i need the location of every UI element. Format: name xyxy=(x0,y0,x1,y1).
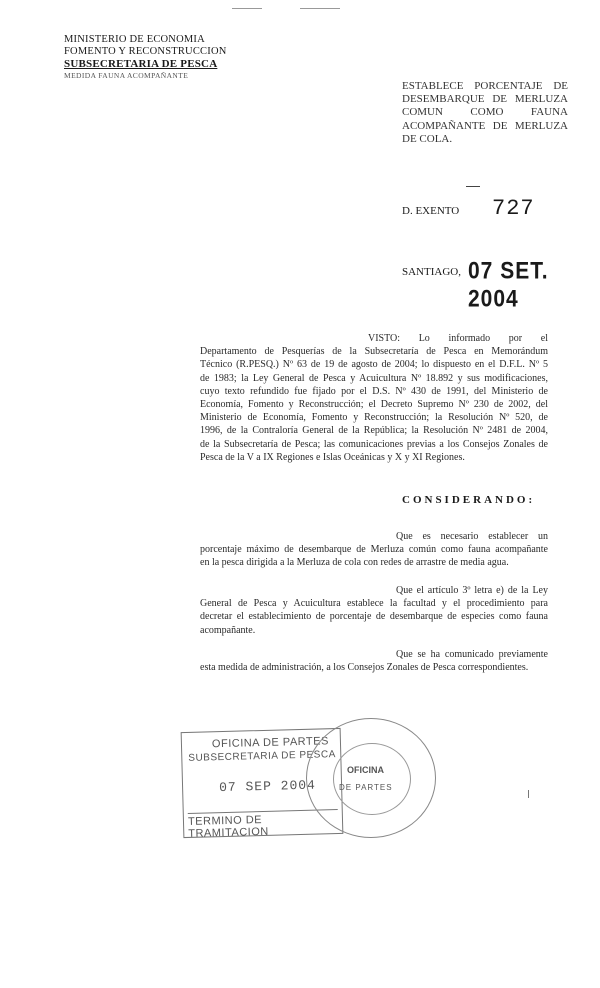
paragraph-line: VISTO: Lo informado por el xyxy=(368,333,548,344)
considerando-paragraph-2 xyxy=(200,584,548,637)
divider xyxy=(466,186,480,187)
paragraph-line: cuyo texto refundido fue fijado por el D.S. Nº 430 de 1991, del Ministerio de xyxy=(200,385,548,397)
paragraph-line: acompañante. xyxy=(200,624,256,636)
visto-paragraph xyxy=(200,332,548,464)
paragraph-line: General de Pesca y Acuicultura establece la facultad y el procedimiento para xyxy=(200,598,548,610)
scan-mark xyxy=(528,790,529,798)
considerando-paragraph-3 xyxy=(200,648,548,674)
place-label: SANTIAGO, xyxy=(402,266,461,278)
subject-line: ACOMPAÑANTE DE MERLUZA xyxy=(402,119,568,132)
paragraph-line: Técnico (R.PESQ.) Nº 63 de 19 de agosto de 2004; lo dispuesto en el D.F.L. Nº 5 xyxy=(200,359,548,371)
subsecretaria-name: SUBSECRETARIA DE PESCA xyxy=(64,58,218,70)
paragraph-line: Que es necesario establecer un xyxy=(396,531,548,542)
scan-speck xyxy=(232,8,262,9)
paragraph-line: Pesca de la V a IX Regiones e Islas Oceánicas y X y XI Regiones. xyxy=(200,451,465,463)
decree-number: 727 xyxy=(492,196,535,221)
considerando-paragraph-1 xyxy=(200,530,548,570)
paragraph-line: 1996, de la Contraloría General de la República; la Resolución Nº 2481 de 2004, xyxy=(200,425,548,437)
ministry-subname: FOMENTO Y RECONSTRUCCION xyxy=(64,46,227,57)
scan-speck xyxy=(300,8,340,9)
decree-label: D. EXENTO xyxy=(402,205,460,217)
measure-tag: MEDIDA FAUNA ACOMPAÑANTE xyxy=(64,71,189,80)
paragraph-line: esta medida de administración, a los Consejos Zonales de Pesca correspondientes. xyxy=(200,662,529,674)
seal-text: DE PARTES xyxy=(339,783,393,792)
stamp-date: 07 SEP 2004 xyxy=(218,777,317,796)
paragraph-line: de 1983; la Ley General de Pesca y Acuicultura Nº 18.892 y sus modificaciones, xyxy=(200,372,548,384)
ministry-name: MINISTERIO DE ECONOMIA xyxy=(64,34,205,45)
paragraph-line: Ministerio de Economía, Fomento y Reconstrucción; la Resolución Nº 520, de xyxy=(200,412,548,424)
seal-text: OFICINA xyxy=(347,765,384,775)
stamp-line: SUBSECRETARIA DE PESCA xyxy=(188,749,336,764)
stamp-line: OFICINA DE PARTES xyxy=(211,735,329,751)
subject-line: DE COLA. xyxy=(402,132,453,145)
considerando-heading: CONSIDERANDO: xyxy=(402,494,536,506)
paragraph-line: Que se ha comunicado previamente xyxy=(396,649,548,660)
subject-line: ESTABLECE PORCENTAJE DE xyxy=(402,80,568,92)
paragraph-line: Que el artículo 3º letra e) de la Ley xyxy=(396,585,548,596)
seal-inner-ring xyxy=(333,743,411,815)
paragraph-line: en la pesca dirigida a la Merluza de cola con redes de arrastre de media agua. xyxy=(200,557,509,569)
subject-line: DESEMBARQUE DE MERLUZA xyxy=(402,93,568,106)
subject-line: COMUN COMO FAUNA xyxy=(402,106,568,119)
paragraph-line: porcentaje máximo de desembarque de Merluza común como fauna acompañante xyxy=(200,544,548,556)
decree-date: 07 SET. 2004 xyxy=(468,258,549,313)
paragraph-line: Economía, Fomento y Reconstrucción; el Decreto Supremo Nº 230 de 2002, del xyxy=(200,399,548,411)
official-seal xyxy=(306,718,436,838)
letterhead xyxy=(64,34,227,82)
paragraph-line: de la Subsecretaría de Pesca; las comunicaciones previas a los Consejos Zonales de xyxy=(200,438,548,450)
paragraph-line: decretar el establecimiento de porcentaje de desembarque de especies como fauna xyxy=(200,611,548,623)
stamp-line: TERMINO DE TRAMITACION xyxy=(188,809,339,840)
paragraph-line: Departamento de Pesquerías de la Subsecretaría de Pesca en Memorándum xyxy=(200,346,548,358)
decree-subject xyxy=(402,80,568,146)
